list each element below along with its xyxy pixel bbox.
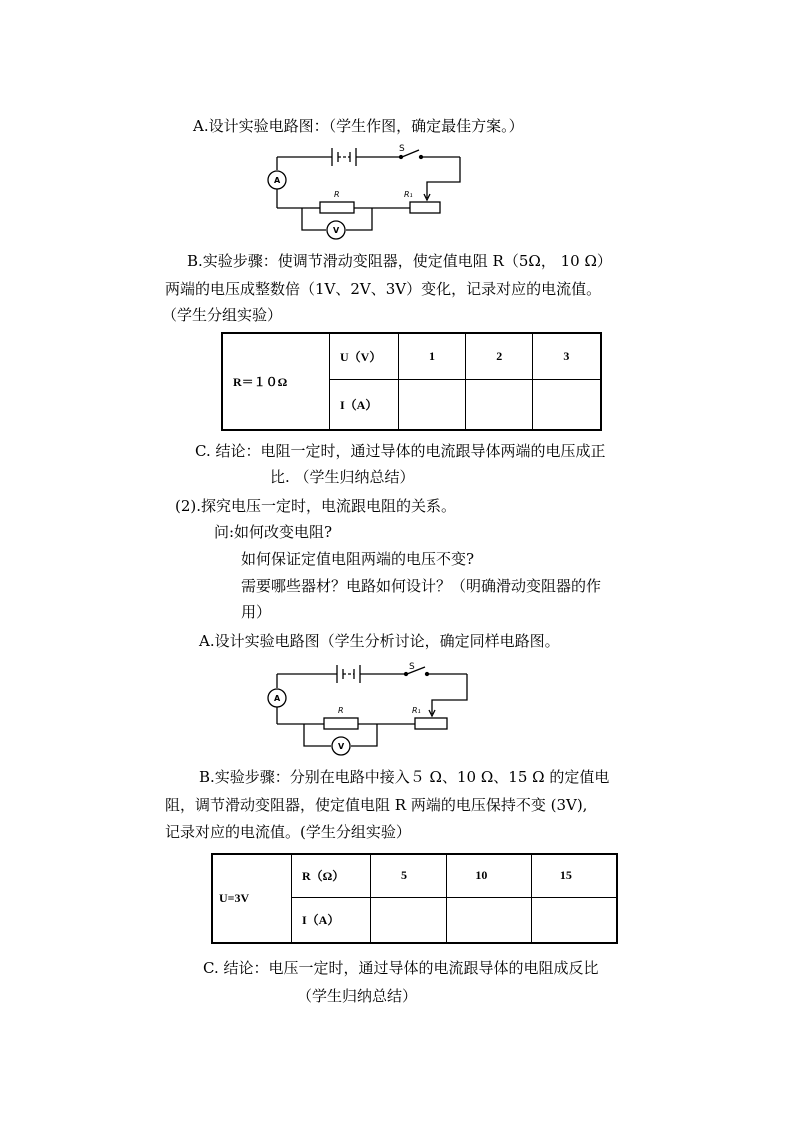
resistor-label: R — [338, 706, 344, 715]
question-3: 需要哪些器材？电路如何设计？（明确滑动变阻器的作 — [241, 577, 602, 595]
table-cell-empty — [533, 379, 601, 430]
table-cell-empty — [531, 897, 617, 943]
svg-text:A: A — [274, 176, 281, 185]
question-4: 用） — [241, 603, 272, 621]
table-cell: 10 — [447, 854, 532, 897]
data-table-2 — [211, 853, 618, 944]
table-cell: 5 — [371, 854, 447, 897]
table-cell: 15 — [531, 854, 617, 897]
circuit-diagram-1 — [262, 140, 472, 245]
steps2-line-2: 阻，调节滑动变阻器，使定值电阻 R 两端的电压保持不变 (3V), — [165, 796, 588, 814]
conclusion-line-2: 比. （学生归纳总结） — [270, 468, 415, 486]
conclusion2-line-1: C. 结论：电压一定时，通过导体的电流跟导体的电阻成反比 — [203, 959, 599, 977]
rheostat — [415, 718, 447, 729]
data-table-1 — [221, 332, 602, 431]
fixed-resistor — [324, 718, 358, 729]
svg-text:V: V — [338, 742, 345, 751]
steps-line-3: （学生分组实验） — [162, 306, 283, 324]
question-1: 问:如何改变电阻? — [214, 523, 333, 541]
switch-label: S — [399, 144, 405, 154]
table-cell: 1 — [399, 333, 466, 379]
table-header-voltage: U（V） — [330, 333, 399, 379]
design-circuit-heading-1: A.设计实验电路图：（学生作图，确定最佳方案。） — [193, 117, 524, 135]
steps2-line-3: 记录对应的电流值。(学生分组实验） — [165, 823, 411, 841]
resistor-label: R — [334, 190, 340, 199]
table-cell-empty — [399, 379, 466, 430]
conclusion-line-1: C. 结论：电阻一定时，通过导体的电流跟导体两端的电压成正 — [195, 442, 606, 460]
circuit-diagram-2 — [262, 660, 477, 760]
steps-line-2: 两端的电压成整数倍（1V、2V、3V）变化，记录对应的电流值。 — [165, 280, 602, 298]
table-header-current: I（A） — [330, 379, 399, 430]
rheostat-label: R₁ — [412, 706, 421, 715]
steps2-line-1: B.实验步骤：分别在电路中接入５ Ω、10 Ω、15 Ω 的定值电 — [199, 768, 610, 786]
section-2-title: (2).探究电压一定时，电流跟电阻的关系。 — [175, 497, 457, 515]
table-header-resistance: R（Ω） — [292, 854, 371, 897]
table-cell: 3 — [533, 333, 601, 379]
table-header-current: I（A） — [292, 897, 371, 943]
svg-text:V: V — [333, 226, 340, 235]
fixed-resistor — [320, 202, 354, 213]
rheostat-label: R₁ — [404, 190, 413, 199]
table-cell: 2 — [466, 333, 533, 379]
table-cell-empty — [466, 379, 533, 430]
svg-text:A: A — [274, 694, 281, 703]
conclusion2-line-2: （学生归纳总结） — [297, 987, 418, 1005]
table-row-label: U=3V — [212, 854, 292, 943]
table-cell-empty — [371, 897, 447, 943]
switch-label: S — [409, 662, 415, 672]
question-2: 如何保证定值电阻两端的电压不变? — [241, 550, 475, 568]
design-circuit-heading-2: A.设计实验电路图（学生分析讨论，确定同样电路图。 — [199, 632, 560, 650]
steps-line-1: B.实验步骤：使调节滑动变阻器，使定值电阻 R（5Ω， 10 Ω） — [187, 252, 612, 270]
rheostat — [410, 202, 440, 213]
table-cell-empty — [447, 897, 532, 943]
table-row-label: R＝１０Ω — [222, 333, 330, 430]
